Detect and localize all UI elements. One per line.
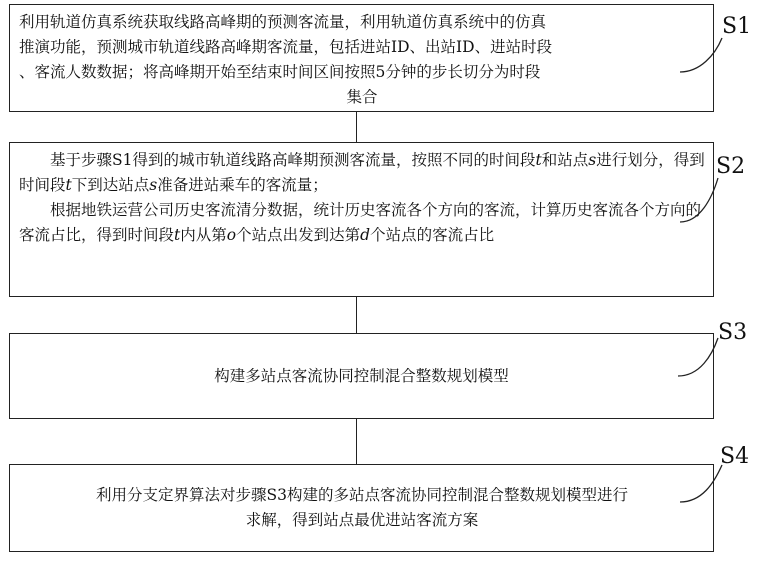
s2-p2-text-f: 站点的客流占比 [385,226,495,244]
var-s: s [149,176,158,194]
var-s: s [588,151,597,169]
leader-curve-s1 [680,38,722,72]
s1-line-2: 推演功能，预测城市轨道线路高峰期客流量，包括进站ID、出站ID、进站时段 [19,38,553,56]
s2-p2-text-d: 个站点出发到达第 [236,226,361,244]
s4-line-1: 利用分支定界算法对步骤S3构建的多站点客流协同控制混合整数规划模型进行 [96,486,628,504]
s3-text: 构建多站点客流协同控制混合整数规划模型 [214,366,509,385]
step-label-s2: S2 [716,154,746,179]
step-label-s1: S1 [722,14,752,39]
var-o: o [226,226,237,244]
s1-line-1: 利用轨道仿真系统获取线路高峰期的预测客流量，利用轨道仿真系统中的仿真 [19,13,547,31]
var-t: t [65,176,72,194]
s1-line-4: 集合 [346,88,378,106]
s2-p2-text-e: 个 [370,226,386,244]
s2-p2-text-c: 内从第 [180,226,227,244]
s2-p1-text-d: 下到达站点 [71,176,150,194]
var-d: d [360,226,371,244]
step-label-s4: S4 [720,444,750,469]
s2-p2-text-a: 根据地铁运营公司历史客流清分数据，统计历史客流各个方向的客流，计 [50,201,547,219]
leader-curve-s2 [680,178,718,222]
s2-p1-text-a: 基于步骤S1得到的城市轨道线路高峰期预测客流量，按照不同的时间段 [50,151,536,169]
step-label-s3: S3 [718,320,748,345]
s2-p1-text-e: 准备进站乘车的客流量； [157,176,328,194]
s4-line-2: 求解，得到站点最优进站客流方案 [245,511,479,529]
s2-p1-text-b: 和站点 [541,151,589,169]
s2-p1-text-c: 进行划分，得到时间段 [19,151,705,194]
var-t: t [535,151,542,169]
s2-p2-text-b: 算历史客流各个方向的客流占比，得到时间段 [19,201,702,244]
var-t: t [174,226,181,244]
leader-curve-s3 [678,338,718,376]
s1-line-3: 、客流人数数据；将高峰期开始至结束时间区间按照5分钟的步长切分为时段 [19,63,541,81]
leader-curve-s4 [680,465,722,502]
